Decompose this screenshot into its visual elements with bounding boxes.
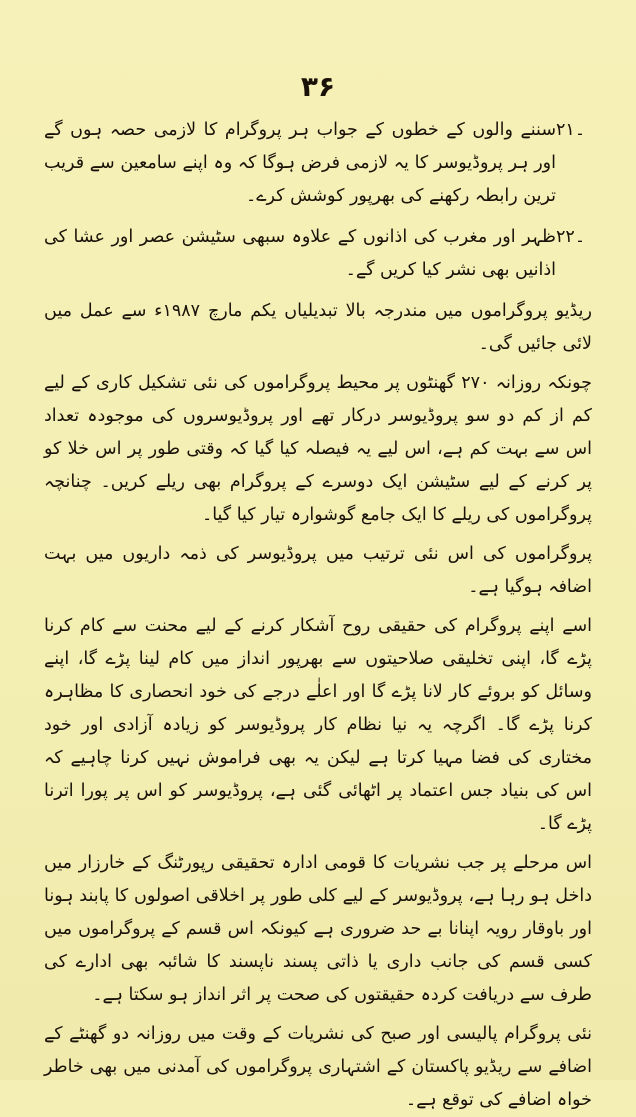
paragraph-investigative-reporting: اس مرحلے پر جب نشریات کا قومی ادارہ تحقیقی رپورٹنگ کے خارزار میں داخل ہو رہا ہے، پروڈیوسر کے لیے کلی طور پر اخلاقی اصولوں کا پابند ہونا اور باوقار رویہ اپنانا بے حد ضروری ہے کیونکہ اس قسم کے پروگراموں میں کسی قسم کی جانب داری یا ذاتی پسند ناپسند کا شائبہ بھی ادارے کی طرف سے دریافت کردہ حقیقتوں کی صحت پر اثر انداز ہو سکتا ہے۔: [44, 853, 592, 1005]
paragraph-producer-duties: اسے اپنے پروگرام کی حقیقی روح آشکار کرنے کے لیے محنت سے کام کرنا پڑے گا، اپنی تخلیقی صلاحیتوں سے بھرپور انداز میں کام لینا پڑے گا، اپنے وسائل کو بروئے کار لانا پڑے گا اور اعلٰے درجے کی خود انحصاری کا مظاہرہ کرنا پڑے گا۔ اگرچہ یہ نیا نظام کار پروڈیوسر کو زیادہ آزادی اور خود مختاری کی فضا مہیا کرتا ہے لیکن یہ بھی فراموش نہیں کرنا چاہیے کہ اس کی بنیاد جس اعتماد پر اٹھائی گئی ہے، پروڈیوسر کو اس پر پورا اترنا پڑے گا۔: [44, 616, 592, 834]
item-text: ظہر اور مغرب کی اذانوں کے علاوہ سبھی سٹیشن عصر اور عشا کی اذانیں بھی نشر کیا کریں گے۔: [44, 227, 556, 280]
page-number: ۳۶: [300, 70, 336, 103]
paragraph-effective-date: ریڈیو پروگراموں میں مندرجہ بالا تبدیلیاں یکم مارچ ۱۹۸۷ء سے عمل میں لائی جائیں گی۔: [44, 301, 593, 354]
paragraph-advertising-revenue: نئی پروگرام پالیسی اور صبح کی نشریات کے وقت میں روزانہ دو گھنٹے کے اضافے سے ریڈیو پاکستان کے اشتہاری پروگراموں کی آمدنی میں بھی خاطر خواہ اضافے کی توقع ہے۔: [44, 1024, 592, 1110]
paragraph-relay-programs: چونکہ روزانہ ۲۷۰ گھنٹوں پر محیط پروگراموں کی نئی تشکیل کاری کے لیے کم از کم دو سو پروڈیوسر درکار تھے اور پروڈیوسروں کی موجودہ تعداد اس سے بہت کم ہے، اس لیے یہ فیصلہ کیا گیا کہ وقتی طور پر اس خلا کو پر کرنے کے لیے سٹیشن ایک دوسرے کے پروگرام بھی ریلے کریں۔ چنانچہ پروگراموں کی ریلے کا ایک جامع گوشوارہ تیار کیا گیا۔: [44, 373, 592, 525]
paragraph-producer-responsibility: پروگراموں کی اس نئی ترتیب میں پروڈیوسر کی ذمہ داریوں میں بہت اضافہ ہوگیا ہے۔: [44, 544, 592, 597]
item-number: ۲۱۔: [556, 120, 586, 140]
item-text: سننے والوں کے خطوں کے جواب ہر پروگرام کا لازمی حصہ ہوں گے اور ہر پروڈیوسر کا یہ لازمی فرض ہوگا کہ وہ اپنے سامعین سے قریب ترین رابطہ رکھنے کی بھرپور کوشش کرے۔: [44, 120, 556, 206]
item-number: ۲۲۔: [556, 227, 586, 247]
list-item-22: [44, 221, 592, 287]
list-item-21: [44, 114, 592, 213]
